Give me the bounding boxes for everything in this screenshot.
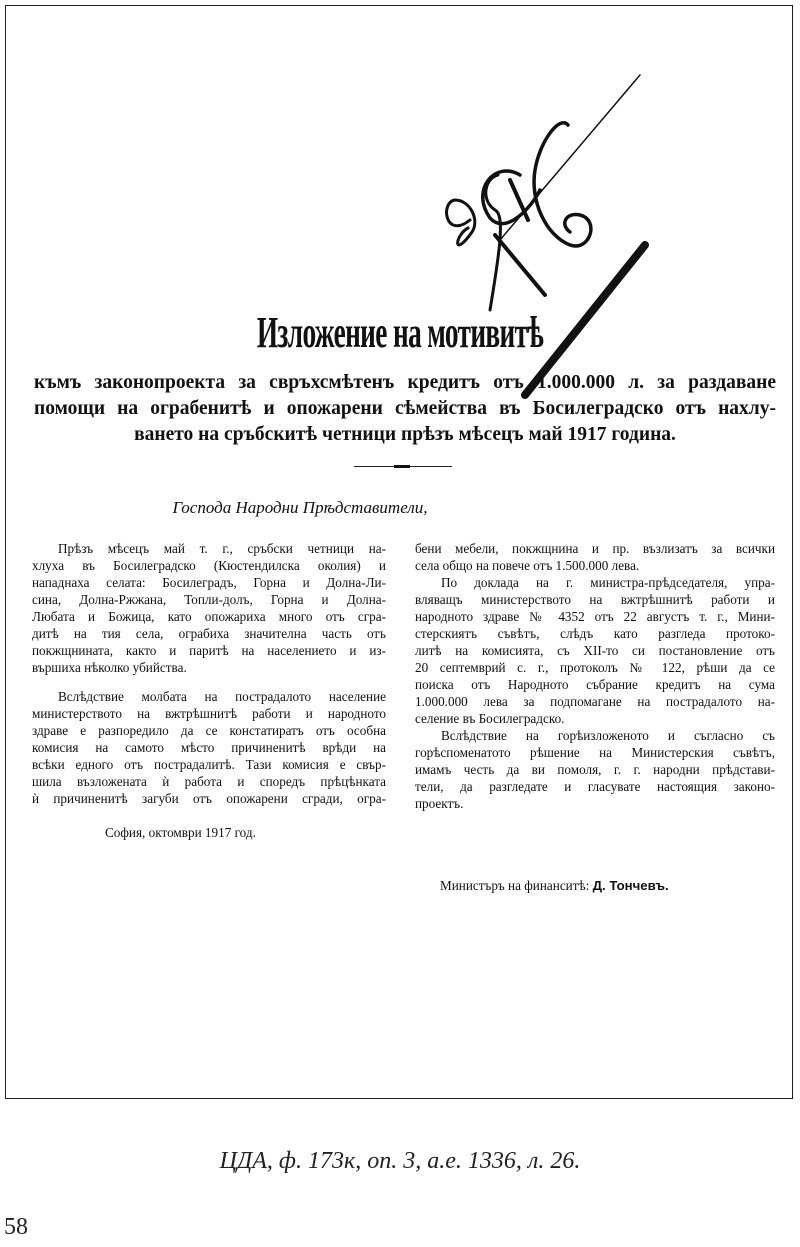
subtitle-line: помощи на ограбенитѣ и опожарени сѣмейства въ Босилеградско отъ нахлу- [34, 398, 776, 419]
text-line: села общо на повече отъ 1.500.000 лева. [415, 558, 640, 573]
text-line: горѣспоменатото рѣшение на Министерския съвѣтъ, [415, 745, 775, 760]
text-line: комисия на самото мѣсто причиненитѣ врѣди на [32, 740, 386, 755]
text-line: проектъ. [415, 796, 464, 811]
text-line: Прѣзъ мѣсецъ май т. г., сръбски четници на- [58, 541, 386, 556]
text-line: стерскиятъ съвѣтъ, слѣдъ като разгледа протоко- [415, 626, 775, 641]
text-line: 20 септемврий с. г., протоколъ № 122, рѣши да се [415, 660, 775, 675]
text-line: хлуха въ Босилеградско (Кюстендилска околия) и [32, 558, 386, 573]
subtitle-line: ването на сръбскитѣ четници прѣзъ мѣсецъ май 1917 година. [134, 424, 676, 445]
text-line: здраве е разпоредило да се констатиратъ отъ особна [32, 723, 386, 738]
signature-block [440, 878, 669, 894]
text-line: Вслѣдствие на горѣизложеното и съгласно съ [441, 728, 775, 743]
document-subtitle [34, 370, 776, 448]
text-line: бени мебели, покжщнина и пр. възлизатъ за всички [415, 541, 775, 556]
subtitle-line: къмъ законопроекта за свръхсмѣтенъ кредитъ отъ 1.000.000 л. за раздаване [34, 372, 776, 393]
text-line: поиска отъ Народното събрание кредитъ на сума [415, 677, 775, 692]
text-line: тели, да разгледате и гласувате настоящия законо- [415, 779, 775, 794]
text-line: нападнаха селата: Босилеградъ, Горна и Долна-Ли- [32, 575, 386, 590]
text-line: вършиха нѣколко убийства. [32, 660, 187, 675]
text-line: министерството на вжтрѣшнитѣ работи и народното [32, 706, 386, 721]
text-line: народното здраве № 4352 отъ 22 августъ т. г., Мини- [415, 609, 775, 624]
text-line: сина, Долна-Ржжана, Топли-долъ, Горна и Долна- [32, 592, 386, 607]
text-line: 1.000.000 лева за подпомагане на пострадалото на- [415, 694, 775, 709]
document-title: Изложение на мотивитѣ [256, 308, 544, 357]
signature-name: Д. Тончевъ. [592, 878, 669, 893]
text-line: вляващъ министерството на вжтрѣшнитѣ работи и [415, 592, 775, 607]
text-line: Любата и Божица, като опожариха много отъ сгра- [32, 609, 386, 624]
text-line: всѣки едного отъ пострадалитѣ. Тази комисия е свър- [32, 757, 386, 772]
text-line: шила възложената ѝ работа и споредъ прѣцѣнката [32, 774, 386, 789]
text-line: дитѣ на тия села, ограбиха значителна часть отъ [32, 626, 386, 641]
archive-caption: ЦДА, ф. 173к, оп. 3, а.е. 1336, л. 26. [219, 1148, 581, 1174]
page-number: 58 [4, 1214, 28, 1240]
text-line: селение въ Босилеградско. [415, 711, 565, 726]
signature-label: Министъръ на финанситѣ: [440, 878, 590, 893]
left-column [32, 540, 386, 807]
text-line: покжщнината, както и паритѣ на населението и из- [32, 643, 386, 658]
text-line: По доклада на г. министра-прѣдседателя, упра- [441, 575, 775, 590]
text-line: Вслѣдствие молбата на пострадалото население [58, 689, 386, 704]
text-line: литѣ на комисията, съ XII-то си постановление отъ [415, 643, 775, 658]
salutation: Господа Народни Прѣдставители, [172, 498, 428, 517]
text-line: ѝ причиненитѣ загуби отъ опожарени сгради, огра- [32, 791, 386, 806]
document-date: София, октомври 1917 год. [105, 825, 256, 840]
right-column [415, 540, 775, 812]
separator-rule [354, 466, 452, 467]
text-line: имамъ честь да ви помоля, г. г. народни прѣдстави- [415, 762, 775, 777]
